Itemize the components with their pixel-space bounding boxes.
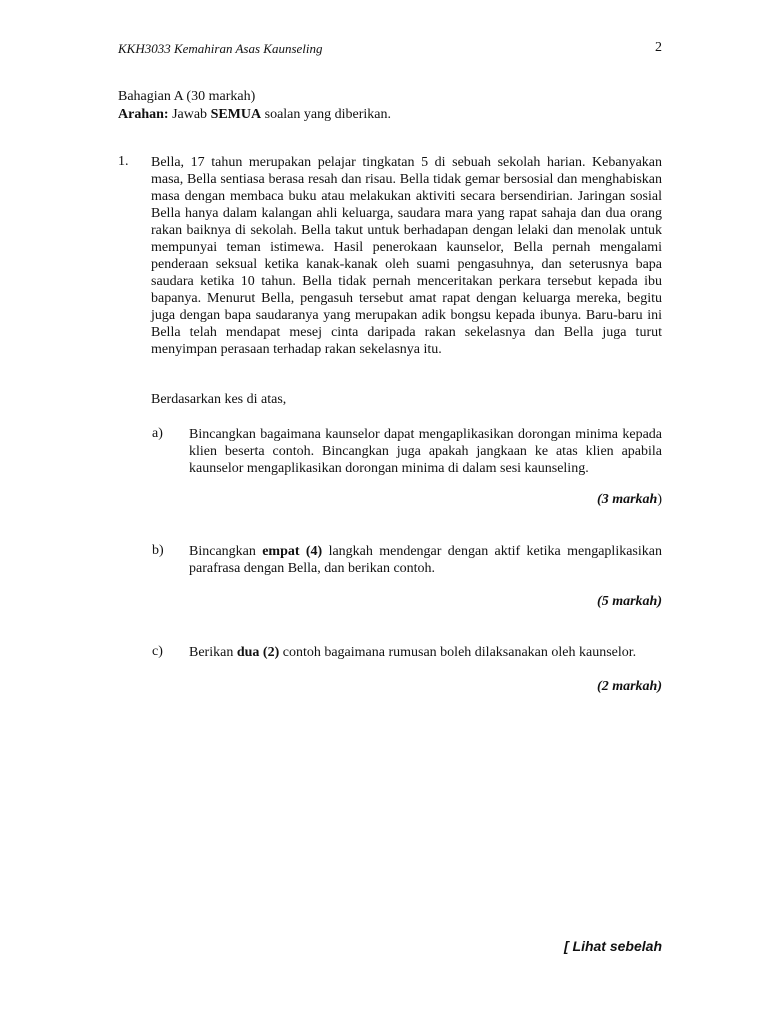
part-c-letter: c) xyxy=(152,644,163,659)
section-title: Bahagian A (30 markah) xyxy=(118,89,256,104)
part-a-marks-close: ) xyxy=(657,492,662,507)
page-number: 2 xyxy=(655,40,662,55)
part-a-marks-value: (3 markah xyxy=(597,492,658,507)
next-page-note: [ Lihat sebelah xyxy=(563,938,662,954)
part-a-marks xyxy=(597,492,662,508)
instruction-post: soalan yang diberikan. xyxy=(261,107,391,122)
part-b-letter: b) xyxy=(152,543,164,558)
lead-in: Berdasarkan kes di atas, xyxy=(151,392,287,407)
question-number: 1. xyxy=(118,154,129,169)
part-b-marks: (5 markah) xyxy=(597,594,662,609)
part-c-text-bold: dua (2) xyxy=(236,645,280,660)
part-b-text-pre: Bincangkan xyxy=(189,544,263,559)
part-c-text-post: contoh bagaimana rumusan boleh dilaksanakan oleh kaunselor. xyxy=(279,645,637,660)
part-c-marks: (2 markah) xyxy=(597,679,662,694)
part-c-text xyxy=(189,644,662,661)
part-c-text-pre: Berikan xyxy=(189,645,237,660)
instruction-label: Arahan: xyxy=(118,107,169,122)
part-a-letter: a) xyxy=(152,426,163,441)
instruction-pre: Jawab xyxy=(168,107,211,122)
case-scenario: Bella, 17 tahun merupakan pelajar tingkatan 5 di sebuah sekolah harian. Kebanyakan masa, Bella sentiasa berasa resah dan risau. Bella tidak gemar bersosial dan menghabiskan masa dengan membaca buku atau melakukan aktiviti secara bersendirian. Jaringan sosial Bella hanya dalam kalangan ahli keluarga, saudara mara yang rapat sahaja dan dua orang rakan baiknya di sekolah. Bella takut untuk berhadapan dengan lelaki dan menolak untuk mempunyai teman istimewa. Hasil penerokaan kaunselor, Bella pernah mengalami penderaan seksual ketika kanak-kanak oleh suami pengasuhnya, dan seterusnya bapa saudara ketika 10 tahun. Bella tidak pernah menceritakan perkara tersebut kepada ibu bapanya. Menurut Bella, pengasuh tersebut amat rapat dengan keluarga mereka, begitu juga dengan bapa saudaranya yang merupakan adik bongsu kepada ibunya. Baru-baru ini Bella telah mendapat mesej cinta daripada rakan sekelasnya dan Bella juga turut menyimpan perasaan terhadap rakan sekelasnya itu. xyxy=(151,155,662,357)
part-b-text-post: langkah mendengar dengan aktif ketika mengaplikasikan parafrasa dengan Bella, dan berikan contoh. xyxy=(189,544,662,576)
part-b-text xyxy=(189,543,662,577)
instruction-emphasis: SEMUA xyxy=(210,107,262,122)
course-header: KKH3033 Kemahiran Asas Kaunseling xyxy=(118,41,323,56)
part-a-text: Bincangkan bagaimana kaunselor dapat mengaplikasikan dorongan minima kepada klien beserta contoh. Bincangkan juga apakah jangkaan ke atas klien apabila kaunselor mengaplikasikan dorongan minima di dalam sesi kaunseling. xyxy=(189,427,662,476)
section-instruction xyxy=(118,106,391,123)
part-b-text-bold: empat (4) xyxy=(262,544,323,559)
